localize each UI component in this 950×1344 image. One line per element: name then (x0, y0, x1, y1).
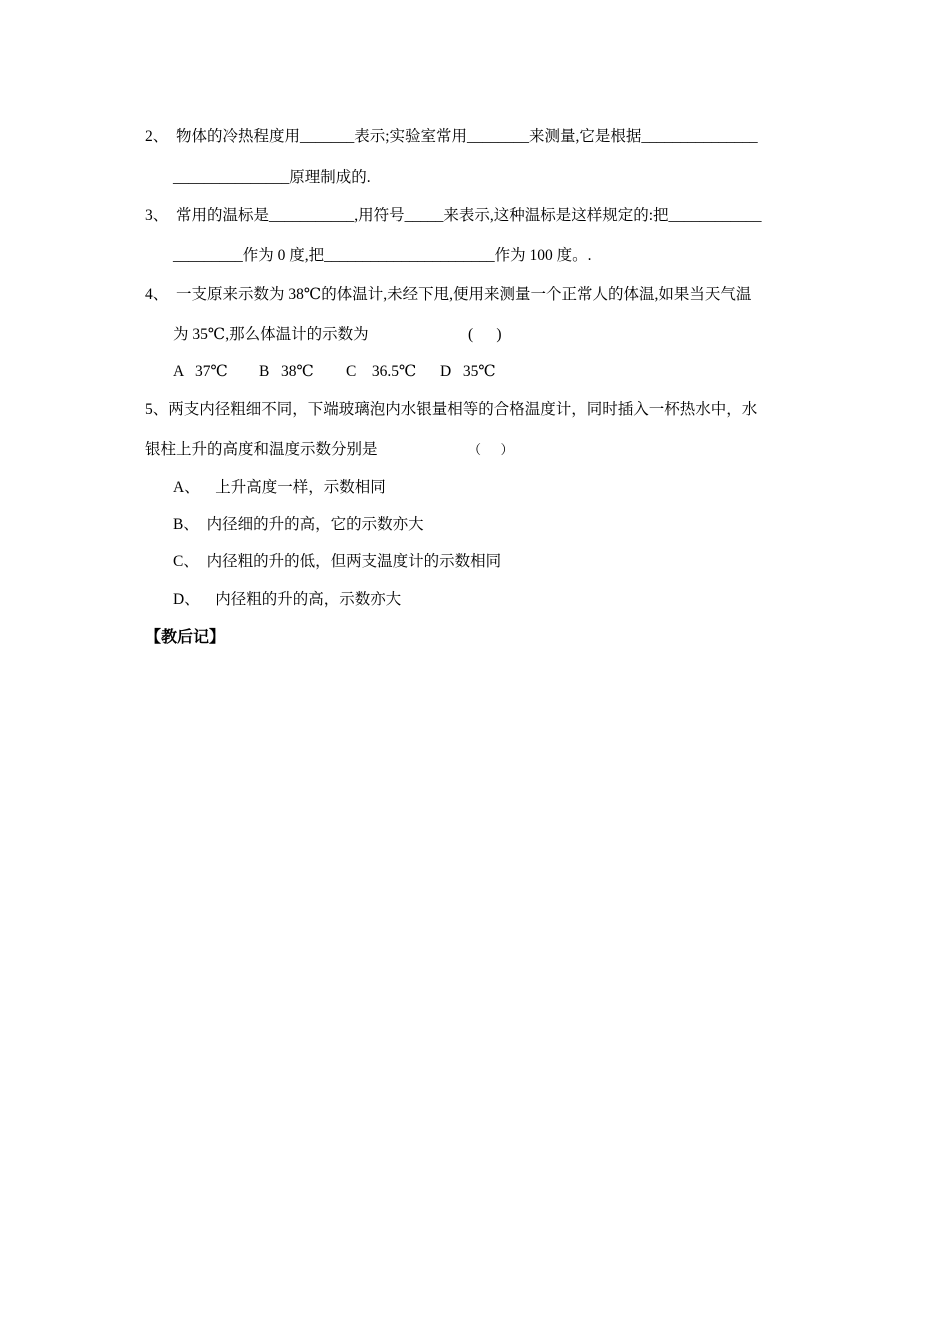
q5-line-2: 银柱上升的高度和温度示数分别是 (145, 441, 378, 458)
q4-option-c: C 36.5℃ (346, 363, 417, 380)
q5-option-c: C、 内径粗的升的低，但两支温度计的示数相同 (173, 553, 502, 570)
q5-option-b: B、 内径细的升的高，它的示数亦大 (173, 516, 424, 533)
q5-option-d: D、 内径粗的升的高，示数亦大 (173, 591, 402, 608)
q5-option-a: A、 上升高度一样，示数相同 (173, 479, 386, 496)
q4-line-2: 为 35℃,那么体温计的示数为 (173, 326, 369, 343)
q5-answer-paren: （ ） (468, 442, 514, 457)
q5-line-1: 5、两支内径粗细不同，下端玻璃泡内水银量相等的合格温度计，同时插入一杯热水中，水 (145, 401, 758, 418)
q4-answer-paren: ( ) (468, 326, 502, 343)
q4-option-d: D 35℃ (440, 363, 496, 380)
q4-option-a: A 37℃ (173, 363, 228, 380)
q2-line-2: _______________原理制成的. (173, 169, 371, 186)
section-title-teaching-notes: 【教后记】 (145, 627, 226, 646)
q3-line-1: 3、 常用的温标是___________,用符号_____来表示,这种温标是这样规定的:把____________ (145, 207, 762, 224)
q3-line-2: _________作为 0 度,把______________________作为 100 度。. (173, 247, 592, 264)
q4-line-1: 4、 一支原来示数为 38℃的体温计,未经下甩,便用来测量一个正常人的体温,如果当天气温 (145, 286, 752, 303)
q2-line-1: 2、 物体的冷热程度用_______表示;实验室常用________来测量,它是根据_______________ (145, 128, 758, 145)
q4-option-b: B 38℃ (259, 363, 314, 380)
